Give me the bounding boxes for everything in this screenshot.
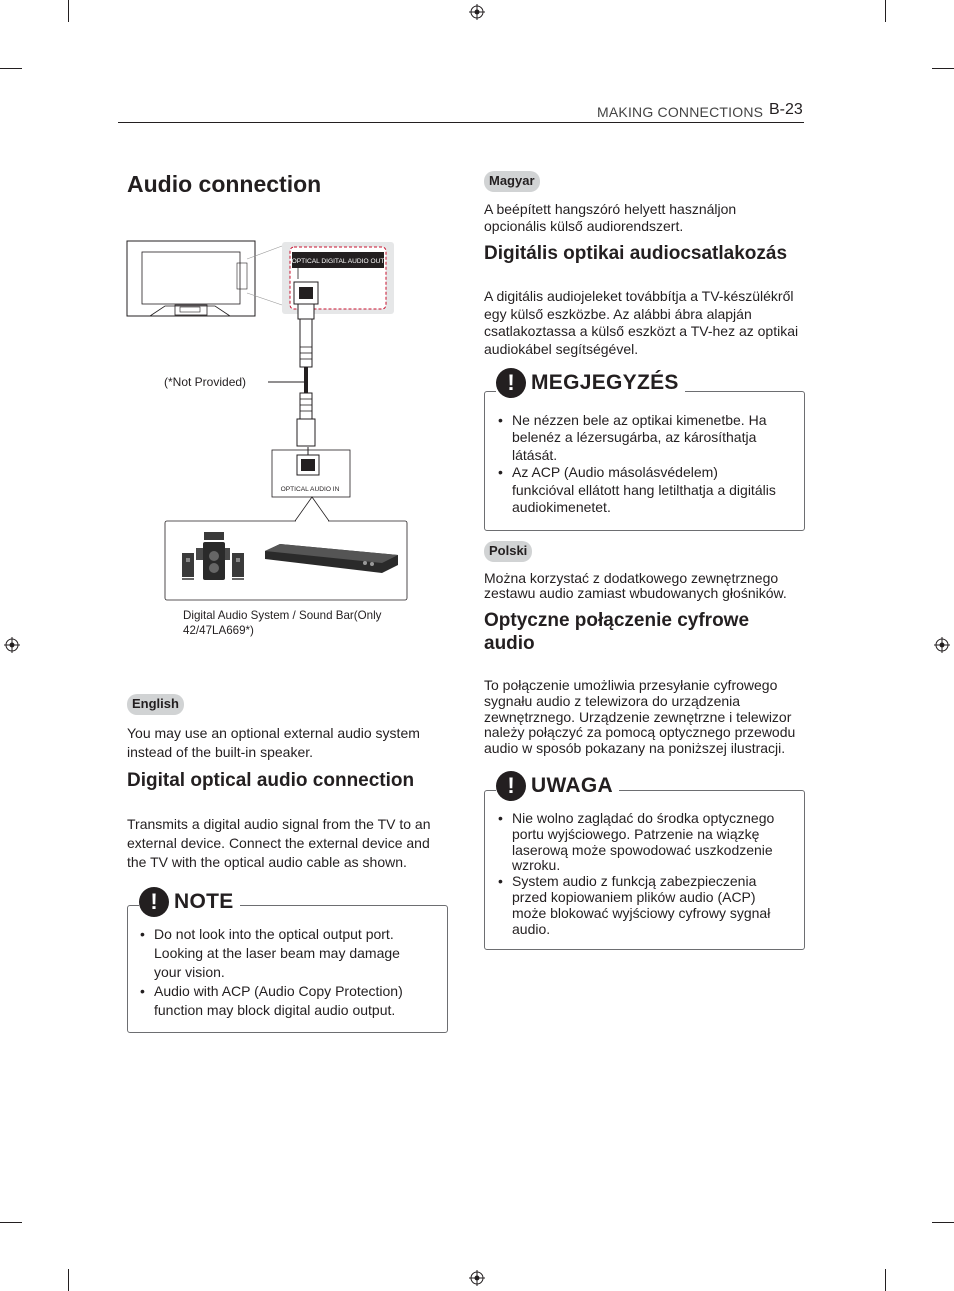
cable-not-provided-note: (*Not Provided)	[164, 375, 247, 389]
optical-cable	[268, 304, 315, 446]
magyar-body-line: egy külső eszközbe. Az alábbi ábra alapján	[484, 306, 752, 322]
magyar-section-heading: Digitális optikai audiocsatlakozás	[484, 243, 788, 264]
polski-body-line: zewnętrznego. Urządzenie zewnętrzne i telewizor	[484, 709, 792, 725]
polski-section-heading-line1: Optyczne połączenie cyfrowe	[484, 610, 750, 631]
optical-in-port-panel	[272, 447, 350, 497]
registration-mark-icon	[469, 1270, 485, 1286]
polski-note-list	[497, 811, 797, 937]
registration-mark-icon	[934, 637, 950, 653]
english-body-line: external device. Connect the external device and	[127, 835, 430, 851]
polski-intro-line1: Można korzystać z dodatkowego zewnętrznego	[484, 570, 779, 586]
list-item: • System audio z funkcją zabezpieczenia przed kopiowaniem plików audio (ACP) może blokować wyjściowy cyfrowy sygnał audio.	[497, 874, 797, 937]
port-in-label: OPTICAL AUDIO IN	[280, 486, 340, 493]
polski-intro-line2: zestawu audio zamiast wbudowanych głośników.	[484, 585, 787, 601]
registration-mark-icon	[469, 4, 485, 20]
exclamation-icon: !	[139, 887, 169, 917]
crop-mark	[0, 68, 22, 69]
english-note-header	[139, 887, 240, 917]
diagram-caption-line2: 42/47LA669*)	[183, 624, 254, 637]
tv-illustration	[127, 241, 282, 316]
magyar-body-line: A digitális audiojeleket továbbítja a TV-készülékről	[484, 288, 794, 304]
language-tag-english: English	[127, 694, 184, 715]
diagram-caption-line1: Digital Audio System / Sound Bar(Only	[183, 609, 382, 622]
magyar-note-header	[496, 368, 685, 398]
registration-mark-icon	[4, 637, 20, 653]
magyar-intro-line1: A beépített hangszóró helyett használjon	[484, 201, 737, 217]
crop-mark	[885, 1269, 886, 1291]
polski-body-line: należy połączyć za pomocą optycznego przewodu	[484, 724, 796, 740]
crop-mark	[68, 1269, 69, 1291]
english-body-line: Transmits a digital audio signal from the TV to an	[127, 816, 431, 832]
header-rule	[118, 122, 804, 123]
list-item: • Do not look into the optical output port. Looking at the laser beam may damage your vision.	[139, 925, 439, 982]
page-number: B-23	[769, 101, 803, 118]
magyar-body-line: csatlakoztassa a külső eszközt a TV-hez az optikai	[484, 323, 799, 339]
crop-mark	[932, 68, 954, 69]
magyar-body-line: audiokábel segítségével.	[484, 341, 639, 357]
english-section-heading: Digital optical audio connection	[127, 770, 415, 791]
connection-diagram	[120, 235, 420, 640]
list-item: • Ne nézzen bele az optikai kimenetbe. Ha belenéz a lézersugárba, az károsíthatja látását.	[497, 412, 797, 464]
list-item: • Nie wolno zaglądać do środka optycznego portu wyjściowego. Patrzenie na wiązkę laserową może spowodować uszkodzenie wzroku.	[497, 811, 797, 874]
crop-mark	[0, 1222, 22, 1223]
note-label: NOTE	[174, 890, 234, 913]
language-tag-magyar: Magyar	[484, 171, 540, 192]
list-item: • Az ACP (Audio másolásvédelem) funkcióval ellátott hang letilthatja a digitális audiokimenetet.	[497, 464, 797, 516]
polski-note-header	[496, 771, 619, 801]
page-title: Audio connection	[127, 171, 322, 197]
polski-body-line: To połączenie umożliwia przesyłanie cyfrowego	[484, 677, 778, 693]
crop-mark	[932, 1222, 954, 1223]
magyar-intro-line2: opcionális külső audiorendszert.	[484, 218, 684, 234]
polski-section-heading-line2: audio	[484, 633, 535, 654]
polski-body-line: audio w sposób pokazany na poniższej ilustracji.	[484, 740, 786, 756]
polski-body-line: sygnału audio z telewizora do urządzenia	[484, 693, 741, 709]
exclamation-icon: !	[496, 771, 526, 801]
english-note-list	[139, 925, 439, 1020]
optical-out-port-panel	[282, 242, 394, 314]
note-label: UWAGA	[531, 774, 613, 797]
list-item: • Audio with ACP (Audio Copy Protection) function may block digital audio output.	[139, 982, 439, 1020]
english-body-line: the TV with the optical audio cable as shown.	[127, 854, 407, 870]
exclamation-icon: !	[496, 368, 526, 398]
port-out-label: OPTICAL DIGITAL AUDIO OUT	[291, 258, 385, 265]
language-tag-polski: Polski	[484, 541, 532, 562]
crop-mark	[68, 0, 69, 22]
header-section-title: MAKING CONNECTIONS	[597, 104, 764, 120]
english-intro-line1: You may use an optional external audio system	[127, 725, 420, 741]
audio-devices-illustration	[165, 521, 407, 600]
note-label: MEGJEGYZÉS	[531, 371, 679, 394]
english-intro-line2: instead of the built-in speaker.	[127, 744, 314, 760]
magyar-note-list	[497, 412, 797, 516]
crop-mark	[885, 0, 886, 22]
